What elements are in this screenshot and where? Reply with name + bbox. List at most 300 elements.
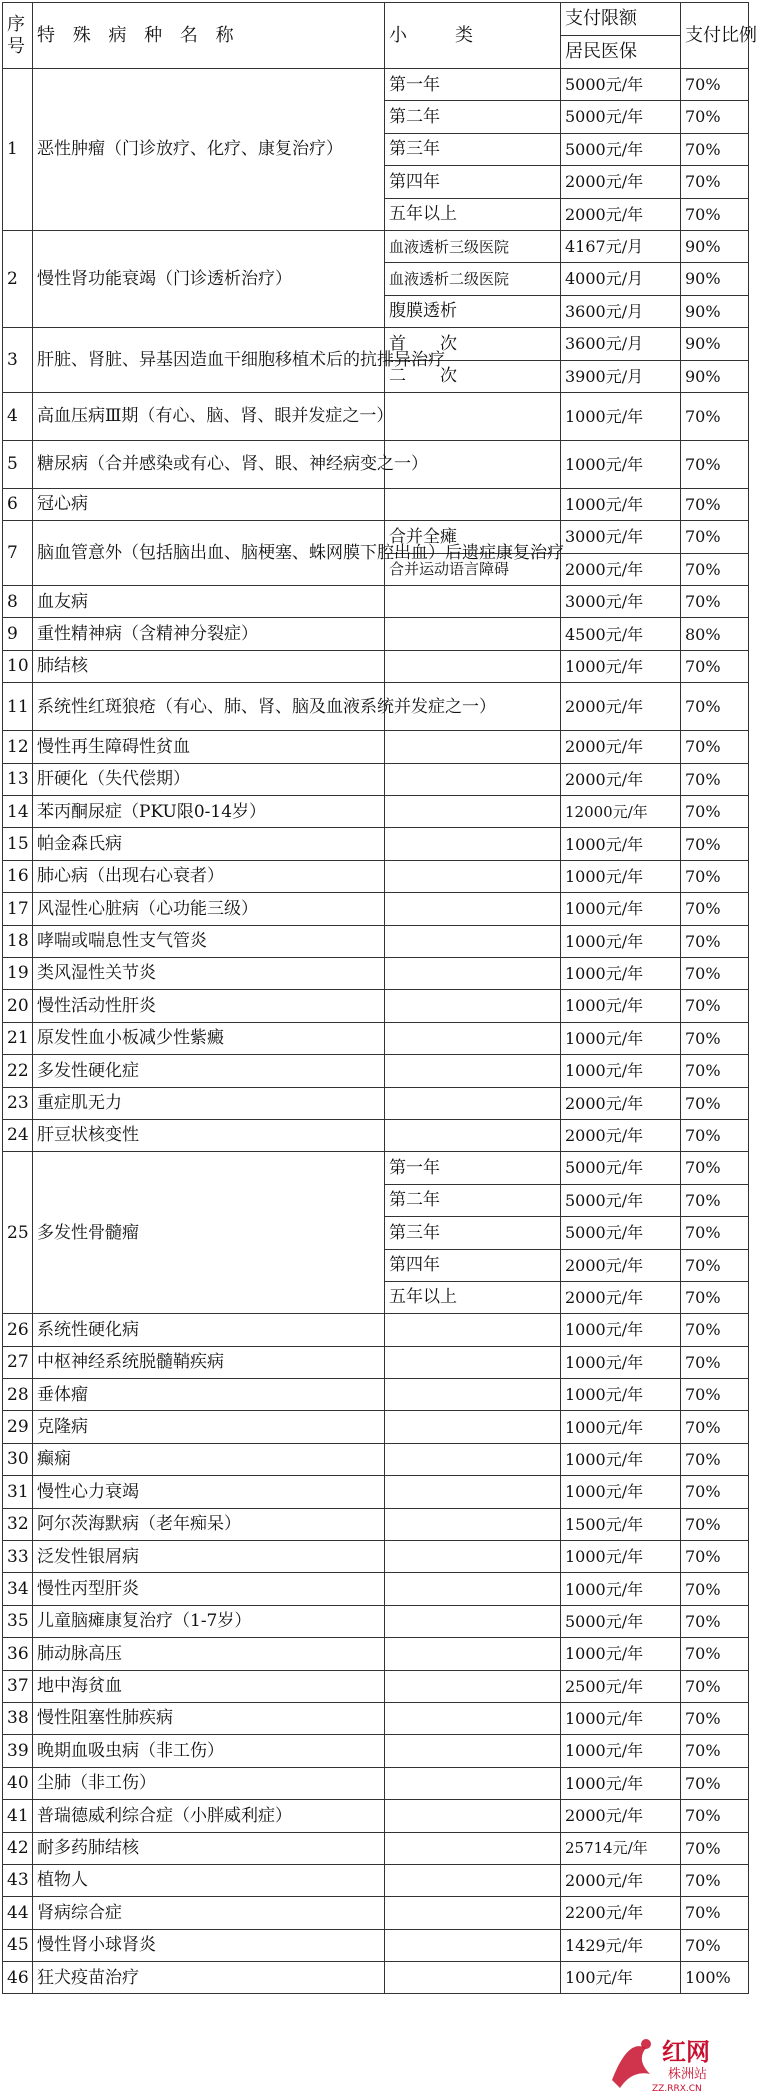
- disease-name: 狂犬疫苗治疗: [33, 1962, 385, 1994]
- payment-limit: 2000元/年: [561, 198, 681, 230]
- subcategory: [385, 925, 561, 957]
- table-row: [3, 1962, 749, 1994]
- disease-name: 地中海贫血: [33, 1670, 385, 1702]
- disease-name: 慢性心力衰竭: [33, 1476, 385, 1508]
- payment-ratio: 70%: [681, 1929, 749, 1961]
- row-id: 12: [3, 731, 33, 763]
- subcategory: [385, 828, 561, 860]
- payment-limit: 1000元/年: [561, 488, 681, 520]
- payment-ratio: 70%: [681, 1217, 749, 1249]
- payment-ratio: 70%: [681, 440, 749, 488]
- table-row: [3, 1897, 749, 1929]
- row-id: 45: [3, 1929, 33, 1961]
- disease-name: 癫痫: [33, 1443, 385, 1475]
- subcategory: 第四年: [385, 1249, 561, 1281]
- payment-ratio: 70%: [681, 1573, 749, 1605]
- payment-limit: 1000元/年: [561, 828, 681, 860]
- disease-name: 尘肺（非工伤）: [33, 1767, 385, 1799]
- row-id: 34: [3, 1573, 33, 1605]
- header-subcategory: 小 类: [385, 3, 561, 69]
- disease-name: 糖尿病（合并感染或有心、肾、眼、神经病变之一）: [33, 440, 385, 488]
- row-id: 30: [3, 1443, 33, 1475]
- payment-ratio: 90%: [681, 360, 749, 392]
- row-id: 5: [3, 440, 33, 488]
- payment-limit: 2000元/年: [561, 1119, 681, 1151]
- payment-limit: 1000元/年: [561, 1379, 681, 1411]
- subcategory: [385, 1897, 561, 1929]
- disease-name: 苯丙酮尿症（PKU限0-14岁）: [33, 796, 385, 828]
- table-row: [3, 488, 749, 520]
- table-row: [3, 860, 749, 892]
- payment-limit: 1000元/年: [561, 1476, 681, 1508]
- subcategory: [385, 650, 561, 682]
- payment-ratio: 70%: [681, 1702, 749, 1734]
- payment-ratio: 70%: [681, 1022, 749, 1054]
- payment-limit: 2000元/年: [561, 553, 681, 585]
- subcategory: [385, 1929, 561, 1961]
- row-id: 37: [3, 1670, 33, 1702]
- subcategory: [385, 1702, 561, 1734]
- subcategory: 第三年: [385, 133, 561, 165]
- header-limit: [561, 3, 681, 69]
- payment-ratio: 70%: [681, 1249, 749, 1281]
- subcategory: [385, 586, 561, 618]
- payment-ratio: 70%: [681, 1411, 749, 1443]
- row-id: 14: [3, 796, 33, 828]
- subcategory: 第三年: [385, 1217, 561, 1249]
- table-row: [3, 683, 749, 731]
- table-row: [3, 1476, 749, 1508]
- disease-name: 耐多药肺结核: [33, 1832, 385, 1864]
- disease-name: 肾病综合症: [33, 1897, 385, 1929]
- row-id: 41: [3, 1800, 33, 1832]
- payment-limit: 100元/年: [561, 1962, 681, 1994]
- row-id: 11: [3, 683, 33, 731]
- payment-ratio: 90%: [681, 328, 749, 360]
- disease-name: 垂体瘤: [33, 1379, 385, 1411]
- payment-ratio: 70%: [681, 683, 749, 731]
- disease-name: 中枢神经系统脱髓鞘疾病: [33, 1346, 385, 1378]
- header-row: [3, 3, 749, 69]
- subcategory: [385, 1962, 561, 1994]
- payment-ratio: 70%: [681, 1508, 749, 1540]
- payment-ratio: 70%: [681, 488, 749, 520]
- row-id: 16: [3, 860, 33, 892]
- header-ratio: 支付比例: [681, 3, 749, 69]
- watermark-station: 株洲站: [668, 2067, 708, 2082]
- subcategory: [385, 1379, 561, 1411]
- payment-ratio: 70%: [681, 1605, 749, 1637]
- payment-limit: 2000元/年: [561, 1864, 681, 1896]
- payment-ratio: 90%: [681, 295, 749, 327]
- payment-limit: 4500元/年: [561, 618, 681, 650]
- subcategory: 第二年: [385, 101, 561, 133]
- payment-ratio: 70%: [681, 133, 749, 165]
- disease-name: 高血压病Ⅲ期（有心、脑、肾、眼并发症之一）: [33, 392, 385, 440]
- subcategory: 血液透析二级医院: [385, 263, 561, 295]
- disease-name: 普瑞德威利综合症（小胖威利症）: [33, 1800, 385, 1832]
- table-row: [3, 1022, 749, 1054]
- row-id: 20: [3, 990, 33, 1022]
- subcategory: [385, 860, 561, 892]
- disease-name: 儿童脑瘫康复治疗（1-7岁）: [33, 1605, 385, 1637]
- payment-ratio: 70%: [681, 1735, 749, 1767]
- payment-limit: 5000元/年: [561, 1152, 681, 1184]
- payment-limit: 1000元/年: [561, 957, 681, 989]
- subcategory: 第二年: [385, 1184, 561, 1216]
- payment-limit: 12000元/年: [561, 796, 681, 828]
- payment-ratio: 70%: [681, 1767, 749, 1799]
- subcategory: [385, 1767, 561, 1799]
- subcategory: 合并运动语言障碍: [385, 553, 561, 585]
- disease-name: 肝硬化（失代偿期）: [33, 763, 385, 795]
- payment-limit: 1000元/年: [561, 440, 681, 488]
- payment-limit: 2000元/年: [561, 1281, 681, 1313]
- payment-limit: 2000元/年: [561, 1087, 681, 1119]
- disease-name: 慢性阻塞性肺疾病: [33, 1702, 385, 1734]
- row-id: 19: [3, 957, 33, 989]
- payment-ratio: 70%: [681, 553, 749, 585]
- payment-limit: 2000元/年: [561, 683, 681, 731]
- payment-ratio: 70%: [681, 1541, 749, 1573]
- row-id: 9: [3, 618, 33, 650]
- table-row: [3, 1832, 749, 1864]
- payment-limit: 1000元/年: [561, 1443, 681, 1475]
- disease-name: 肺结核: [33, 650, 385, 682]
- disease-name: 慢性肾小球肾炎: [33, 1929, 385, 1961]
- table-row: [3, 69, 749, 101]
- payment-limit: 2000元/年: [561, 1800, 681, 1832]
- subcategory: 第四年: [385, 166, 561, 198]
- table-row: [3, 763, 749, 795]
- payment-limit: 1000元/年: [561, 990, 681, 1022]
- payment-ratio: 70%: [681, 893, 749, 925]
- subcategory: [385, 763, 561, 795]
- disease-name: 冠心病: [33, 488, 385, 520]
- payment-limit: 4167元/月: [561, 230, 681, 262]
- disease-name: 慢性丙型肝炎: [33, 1573, 385, 1605]
- payment-limit: 1000元/年: [561, 893, 681, 925]
- subcategory: [385, 1735, 561, 1767]
- payment-ratio: 70%: [681, 69, 749, 101]
- subcategory: [385, 1443, 561, 1475]
- table-row: [3, 731, 749, 763]
- table-row: [3, 1411, 749, 1443]
- payment-limit: 3600元/月: [561, 295, 681, 327]
- payment-ratio: 70%: [681, 1281, 749, 1313]
- disease-name: 原发性血小板减少性紫癜: [33, 1022, 385, 1054]
- payment-ratio: 70%: [681, 1152, 749, 1184]
- table-row: [3, 1702, 749, 1734]
- payment-ratio: 70%: [681, 1476, 749, 1508]
- payment-limit: 1000元/年: [561, 860, 681, 892]
- header-limit-bottom: 居民医保: [561, 35, 680, 68]
- payment-ratio: 70%: [681, 1087, 749, 1119]
- subcategory: 第一年: [385, 69, 561, 101]
- table-row: [3, 1314, 749, 1346]
- row-id: 8: [3, 586, 33, 618]
- subcategory: [385, 1832, 561, 1864]
- subcategory: [385, 1346, 561, 1378]
- row-id: 29: [3, 1411, 33, 1443]
- disease-name: 慢性再生障碍性贫血: [33, 731, 385, 763]
- subcategory: 二 次: [385, 360, 561, 392]
- payment-limit: 1000元/年: [561, 1055, 681, 1087]
- table-row: [3, 1541, 749, 1573]
- payment-limit: 4000元/月: [561, 263, 681, 295]
- payment-limit: 5000元/年: [561, 1217, 681, 1249]
- disease-name: 慢性肾功能衰竭（门诊透析治疗）: [33, 230, 385, 327]
- table-row: [3, 1379, 749, 1411]
- row-id: 21: [3, 1022, 33, 1054]
- table-row: [3, 440, 749, 488]
- table-row: [3, 1929, 749, 1961]
- payment-ratio: 90%: [681, 263, 749, 295]
- payment-ratio: 70%: [681, 650, 749, 682]
- payment-ratio: 70%: [681, 1346, 749, 1378]
- subcategory: [385, 1541, 561, 1573]
- row-id: 28: [3, 1379, 33, 1411]
- payment-limit: 2000元/年: [561, 1249, 681, 1281]
- subcategory: [385, 1087, 561, 1119]
- watermark-brand: 红网: [662, 2038, 710, 2066]
- disease-name: 系统性红斑狼疮（有心、肺、肾、脑及血液系统并发症之一）: [33, 683, 385, 731]
- table-row: [3, 1508, 749, 1540]
- payment-ratio: 70%: [681, 763, 749, 795]
- payment-limit: 1000元/年: [561, 925, 681, 957]
- table-row: [3, 893, 749, 925]
- table-row: [3, 1152, 749, 1184]
- table-row: [3, 1443, 749, 1475]
- row-id: 33: [3, 1541, 33, 1573]
- payment-ratio: 70%: [681, 1379, 749, 1411]
- row-id: 10: [3, 650, 33, 682]
- disease-name: 系统性硬化病: [33, 1314, 385, 1346]
- table-row: [3, 796, 749, 828]
- subcategory: 合并全瘫: [385, 521, 561, 553]
- payment-limit: 1429元/年: [561, 1929, 681, 1961]
- table-row: [3, 1670, 749, 1702]
- payment-ratio: 90%: [681, 230, 749, 262]
- row-id: 7: [3, 521, 33, 586]
- payment-limit: 1000元/年: [561, 1411, 681, 1443]
- disease-name: 风湿性心脏病（心功能三级）: [33, 893, 385, 925]
- subcategory: [385, 1022, 561, 1054]
- watermark-url: ZZ.RRX.CN: [652, 2084, 702, 2094]
- subcategory: 首 次: [385, 328, 561, 360]
- row-id: 27: [3, 1346, 33, 1378]
- payment-ratio: 70%: [681, 586, 749, 618]
- disease-name: 泛发性银屑病: [33, 1541, 385, 1573]
- disease-name: 植物人: [33, 1864, 385, 1896]
- disease-name: 血友病: [33, 586, 385, 618]
- subcategory: [385, 1411, 561, 1443]
- subcategory: [385, 1055, 561, 1087]
- payment-ratio: 70%: [681, 957, 749, 989]
- payment-ratio: 70%: [681, 1119, 749, 1151]
- table-body: [3, 3, 757, 1994]
- disease-name: 慢性活动性肝炎: [33, 990, 385, 1022]
- payment-ratio: 70%: [681, 1055, 749, 1087]
- payment-ratio: 70%: [681, 1897, 749, 1929]
- disease-name: 重性精神病（含精神分裂症）: [33, 618, 385, 650]
- subcategory: [385, 731, 561, 763]
- subcategory: [385, 1314, 561, 1346]
- table-row: [3, 650, 749, 682]
- table-row: [3, 1638, 749, 1670]
- row-id: 18: [3, 925, 33, 957]
- payment-limit: 1000元/年: [561, 1638, 681, 1670]
- table-row: [3, 1864, 749, 1896]
- row-id: 23: [3, 1087, 33, 1119]
- payment-ratio: 80%: [681, 618, 749, 650]
- watermark-logo-icon: [612, 2039, 651, 2088]
- payment-limit: 2000元/年: [561, 763, 681, 795]
- table-row: [3, 1119, 749, 1151]
- subcategory: [385, 488, 561, 520]
- payment-ratio: 70%: [681, 1638, 749, 1670]
- row-id: 40: [3, 1767, 33, 1799]
- payment-limit: 1000元/年: [561, 1735, 681, 1767]
- subcategory: [385, 957, 561, 989]
- payment-limit: 1000元/年: [561, 650, 681, 682]
- payment-limit: 2000元/年: [561, 731, 681, 763]
- special-disease-table: [2, 2, 757, 1994]
- payment-limit: 5000元/年: [561, 1184, 681, 1216]
- payment-ratio: 70%: [681, 990, 749, 1022]
- payment-ratio: 70%: [681, 1864, 749, 1896]
- payment-ratio: 70%: [681, 1800, 749, 1832]
- subcategory: [385, 1638, 561, 1670]
- table-row: [3, 957, 749, 989]
- subcategory: [385, 1476, 561, 1508]
- table-row: [3, 392, 749, 440]
- row-id: 31: [3, 1476, 33, 1508]
- payment-limit: 2000元/年: [561, 166, 681, 198]
- table-row: [3, 618, 749, 650]
- payment-ratio: 70%: [681, 828, 749, 860]
- disease-name: 类风湿性关节炎: [33, 957, 385, 989]
- subcategory: [385, 796, 561, 828]
- header-disease-name: 特 殊 病 种 名 称: [33, 3, 385, 69]
- header-id: 序号: [3, 3, 33, 69]
- payment-ratio: 70%: [681, 392, 749, 440]
- payment-limit: 1000元/年: [561, 1314, 681, 1346]
- table-row: [3, 1735, 749, 1767]
- disease-name: 恶性肿瘤（门诊放疗、化疗、康复治疗）: [33, 69, 385, 231]
- payment-limit: 1000元/年: [561, 1573, 681, 1605]
- payment-limit: 5000元/年: [561, 1605, 681, 1637]
- subcategory: [385, 990, 561, 1022]
- row-id: 26: [3, 1314, 33, 1346]
- payment-limit: 3000元/年: [561, 586, 681, 618]
- disease-name: 肺动脉高压: [33, 1638, 385, 1670]
- row-id: 39: [3, 1735, 33, 1767]
- disease-name: 阿尔茨海默病（老年痴呆）: [33, 1508, 385, 1540]
- row-id: 43: [3, 1864, 33, 1896]
- payment-ratio: 70%: [681, 1670, 749, 1702]
- table-row: [3, 1800, 749, 1832]
- table-row: [3, 1346, 749, 1378]
- payment-limit: 1000元/年: [561, 1702, 681, 1734]
- payment-limit: 2500元/年: [561, 1670, 681, 1702]
- disease-name: 晚期血吸虫病（非工伤）: [33, 1735, 385, 1767]
- table-row: [3, 1573, 749, 1605]
- payment-ratio: 70%: [681, 166, 749, 198]
- row-id: 35: [3, 1605, 33, 1637]
- payment-ratio: 100%: [681, 1962, 749, 1994]
- payment-limit: 1000元/年: [561, 1767, 681, 1799]
- row-id: 15: [3, 828, 33, 860]
- disease-name: 肺心病（出现右心衰者）: [33, 860, 385, 892]
- table-row: [3, 230, 749, 262]
- disease-name: 肝脏、肾脏、异基因造血干细胞移植术后的抗排异治疗: [33, 328, 385, 393]
- payment-ratio: 70%: [681, 1184, 749, 1216]
- row-id: 3: [3, 328, 33, 393]
- table-row: [3, 328, 749, 360]
- subcategory: 血液透析三级医院: [385, 230, 561, 262]
- table-row: [3, 828, 749, 860]
- payment-ratio: 70%: [681, 198, 749, 230]
- site-watermark: [606, 2030, 744, 2094]
- row-id: 32: [3, 1508, 33, 1540]
- disease-name: 帕金森氏病: [33, 828, 385, 860]
- disease-name: 重症肌无力: [33, 1087, 385, 1119]
- row-id: 22: [3, 1055, 33, 1087]
- payment-ratio: 70%: [681, 1314, 749, 1346]
- row-id: 46: [3, 1962, 33, 1994]
- table-row: [3, 925, 749, 957]
- payment-ratio: 70%: [681, 101, 749, 133]
- subcategory: [385, 1864, 561, 1896]
- payment-limit: 5000元/年: [561, 69, 681, 101]
- row-id: 44: [3, 1897, 33, 1929]
- table-row: [3, 990, 749, 1022]
- disease-name: 克隆病: [33, 1411, 385, 1443]
- payment-limit: 5000元/年: [561, 101, 681, 133]
- disease-name: 脑血管意外（包括脑出血、脑梗塞、蛛网膜下腔出血）后遗症康复治疗: [33, 521, 385, 586]
- payment-ratio: 70%: [681, 796, 749, 828]
- subcategory: [385, 1670, 561, 1702]
- payment-limit: 25714元/年: [561, 1832, 681, 1864]
- row-id: 36: [3, 1638, 33, 1670]
- payment-limit: 2200元/年: [561, 1897, 681, 1929]
- payment-limit: 1000元/年: [561, 1022, 681, 1054]
- row-id: 17: [3, 893, 33, 925]
- row-id: 4: [3, 392, 33, 440]
- payment-ratio: 70%: [681, 731, 749, 763]
- row-id: 6: [3, 488, 33, 520]
- row-id: 24: [3, 1119, 33, 1151]
- subcategory: [385, 1605, 561, 1637]
- payment-limit: 5000元/年: [561, 133, 681, 165]
- payment-ratio: 70%: [681, 925, 749, 957]
- subcategory: 腹膜透析: [385, 295, 561, 327]
- payment-limit: 1500元/年: [561, 1508, 681, 1540]
- table-row: [3, 1087, 749, 1119]
- row-id: 42: [3, 1832, 33, 1864]
- subcategory: 五年以上: [385, 198, 561, 230]
- table-row: [3, 521, 749, 553]
- row-id: 38: [3, 1702, 33, 1734]
- subcategory: [385, 1573, 561, 1605]
- subcategory: [385, 618, 561, 650]
- subcategory: 第一年: [385, 1152, 561, 1184]
- subcategory: [385, 893, 561, 925]
- header-limit-top: 支付限额: [565, 8, 637, 29]
- payment-ratio: 70%: [681, 860, 749, 892]
- row-id: 13: [3, 763, 33, 795]
